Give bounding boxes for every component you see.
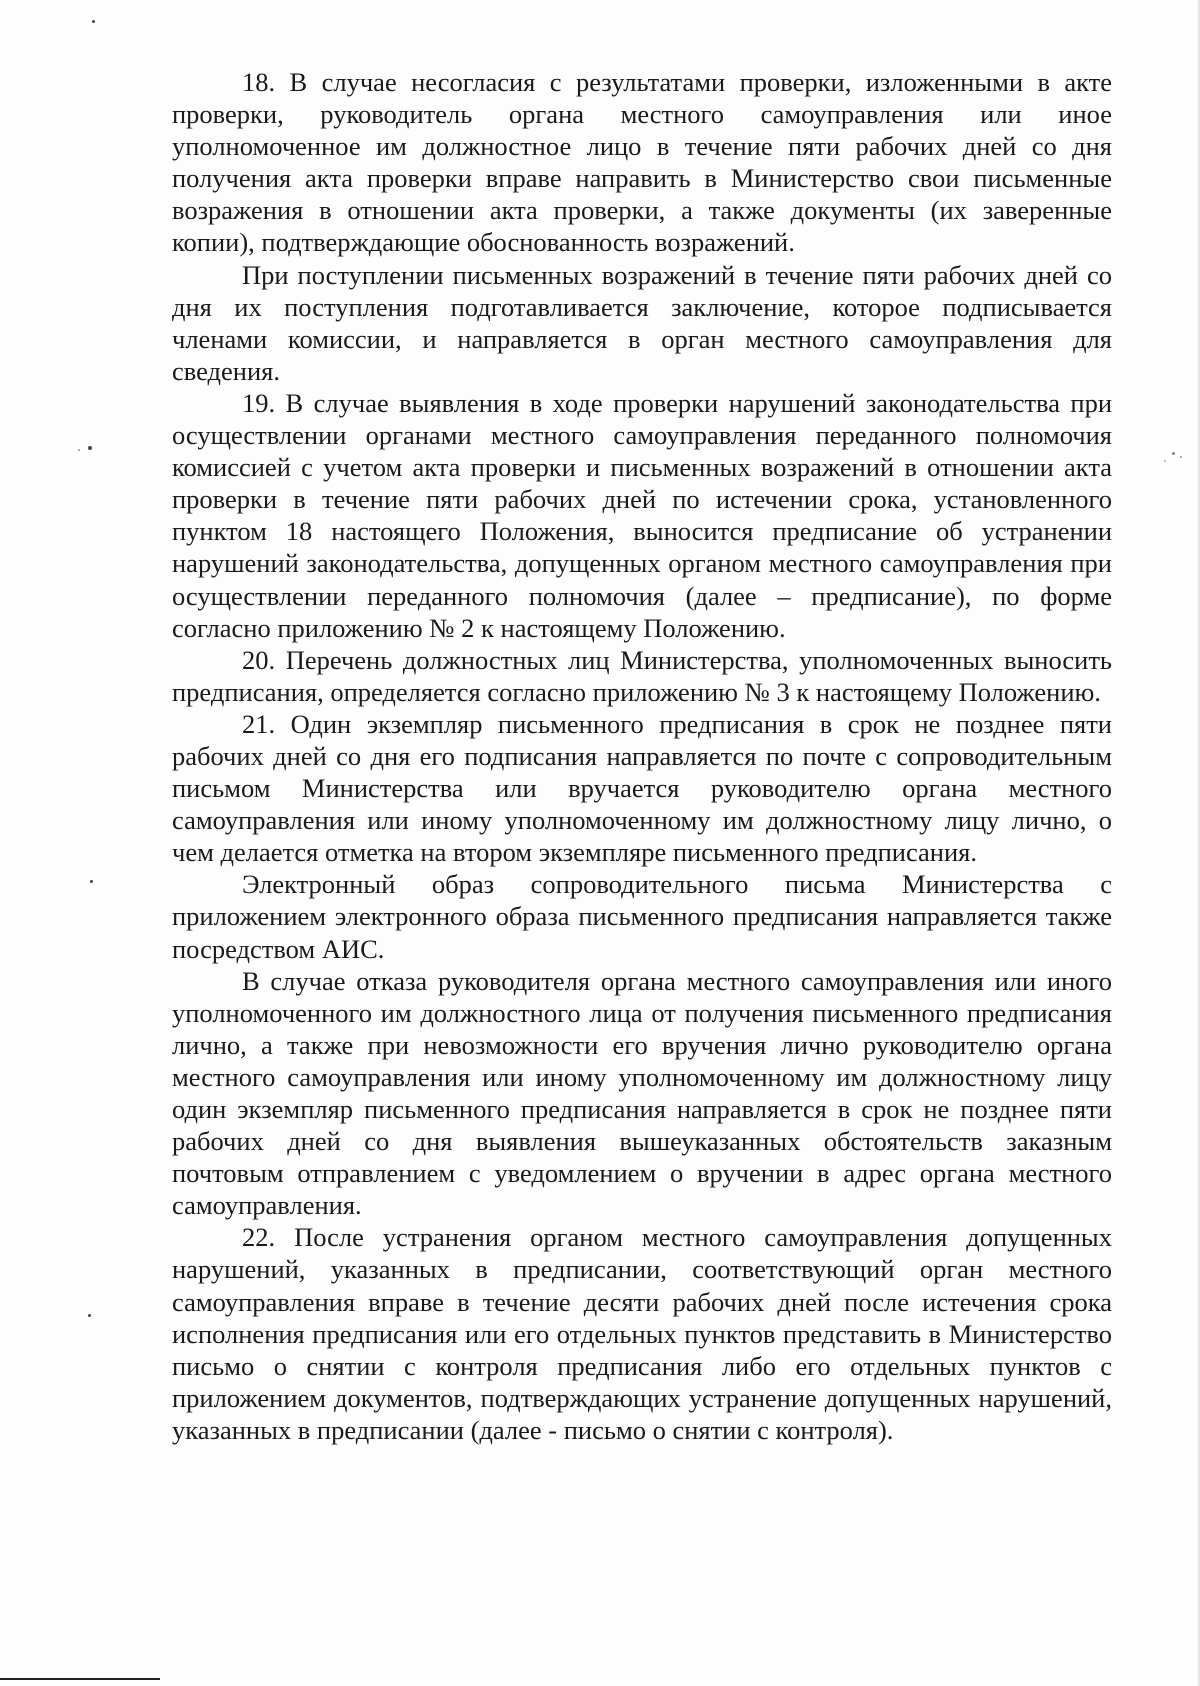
- scan-speck: [88, 446, 92, 450]
- scan-speck: [1180, 456, 1182, 458]
- scan-speck: [1164, 460, 1166, 462]
- paragraph-18: 18. В случае несогласия с результатами проверки, изложенными в акте проверки, руководитель органа местного самоуправления или иное уполномоченное им должностное лицо в течение пяти рабочих дней со дня получения акта проверки вправе направить в Министерство свои письменные возражения в отношении акта проверки, а также документы (их заверенные копии), подтверждающие обоснованность возражений.: [172, 67, 1112, 258]
- paragraph-21-refusal: В случае отказа руководителя органа местного самоуправления или иного уполномоченного им должностного лица от получения письменного предписания лично, а также при невозможности его вручения лично руководителю органа местного самоуправления или иному уполномоченному им должностному лицу один экземпляр письменного предписания направляется в срок не позднее пяти рабочих дней со дня выявления вышеуказанных обстоятельств заказным почтовым отправлением с уведомлением о вручении в адрес органа местного самоуправления.: [172, 965, 1112, 1221]
- paragraph-20: 20. Перечень должностных лиц Министерства, уполномоченных выносить предписания, определяется согласно приложению № 3 к настоящему Положению.: [172, 644, 1112, 707]
- document-body: [172, 66, 1112, 1446]
- paragraph-19: 19. В случае выявления в ходе проверки нарушений законодательства при осуществлении органами местного самоуправления переданного полномочия комиссией с учетом акта проверки и письменных возражений в отношении акта проверки в течение пяти рабочих дней по истечении срока, установленного пунктом 18 настоящего Положения, выносится предписание об устранении нарушений законодательства, допущенных органом местного самоуправления при осуществлении переданного полномочия (далее – предписание), по форме согласно приложению № 2 к настоящему Положению.: [172, 387, 1112, 643]
- scan-bottom-line: [0, 1678, 160, 1680]
- paragraph-21-electronic: Электронный образ сопроводительного письма Министерства с приложением электронного образа письменного предписания направляется также посредством АИС.: [172, 869, 1112, 964]
- paragraph-18-objections: При поступлении письменных возражений в течение пяти рабочих дней со дня их поступления подготавливается заключение, которое подписывается членами комиссии, и направляется в орган местного самоуправления для сведения.: [172, 259, 1112, 386]
- scan-speck: [88, 1314, 91, 1317]
- scan-speck: [1172, 452, 1175, 455]
- scan-speck: [90, 880, 93, 883]
- paragraph-21: 21. Один экземпляр письменного предписания в срок не позднее пяти рабочих дней со дня его подписания направляется по почте с сопроводительным письмом Министерства или вручается руководителю органа местного самоуправления или иному уполномоченному им должностному лицу лично, о чем делается отметка на втором экземпляре письменного предписания.: [172, 708, 1112, 868]
- scan-speck: [78, 449, 80, 451]
- paragraph-22: 22. После устранения органом местного самоуправления допущенных нарушений, указанных в предписании, соответствующий орган местного самоуправления вправе в течение десяти рабочих дней после истечения срока исполнения предписания или его отдельных пунктов представить в Министерство письмо о снятии с контроля предписания либо его отдельных пунктов с приложением документов, подтверждающих устранение допущенных нарушений, указанных в предписании (далее - письмо о снятии с контроля).: [172, 1222, 1112, 1445]
- scan-speck: [92, 20, 95, 23]
